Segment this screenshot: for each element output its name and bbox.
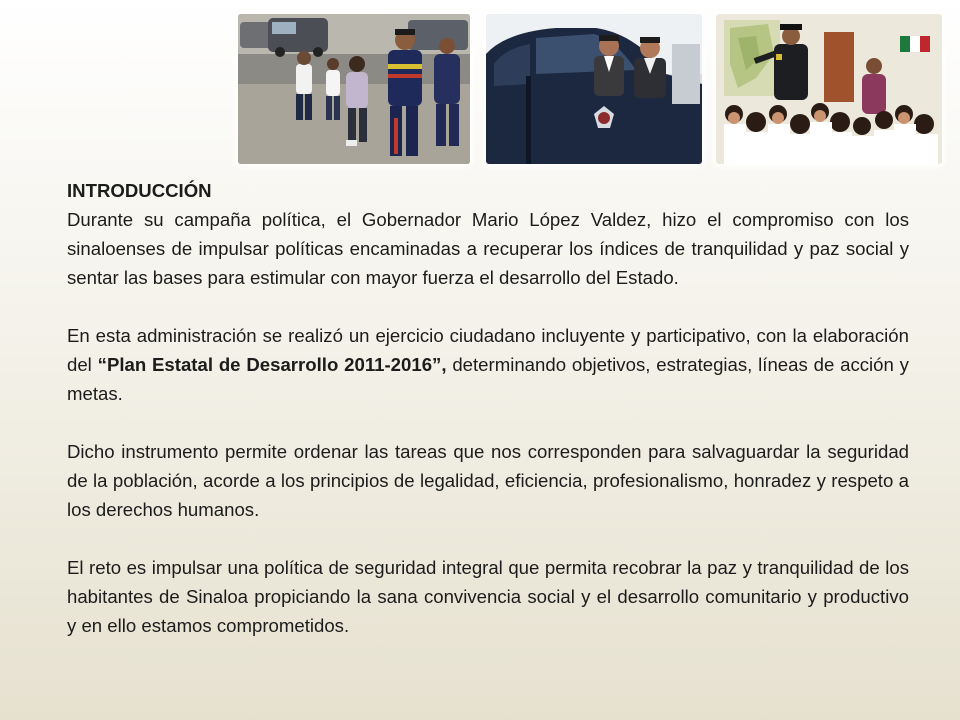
paragraph-plan-intro: En esta administración se realizó un ejercicio ciudadano incluyente y participativo, con la elaboración del bbox=[67, 325, 909, 375]
plan-title: “Plan Estatal de Desarrollo 2011-2016”, bbox=[97, 354, 447, 375]
paragraph-plan-rest: determinando objetivos, estrategias, líneas de acción y metas. bbox=[67, 354, 909, 404]
patrol-car-image bbox=[486, 14, 702, 164]
paragraph-challenge: El reto es impulsar una política de seguridad integral que permita recobrar la paz y tranquilidad de los habitantes de Sinaloa propiciando la sana convivencia social y el desarrollo comunitario y productivo y en ello estamos comprometidos. bbox=[67, 557, 909, 636]
section-heading: INTRODUCCIÓN bbox=[67, 180, 212, 201]
paragraph-plan bbox=[67, 321, 909, 408]
photo-children-walking bbox=[238, 14, 470, 164]
paragraph-campaign: Durante su campaña política, el Gobernador Mario López Valdez, hizo el compromiso con los sinaloenses de impulsar políticas encaminadas a recuperar los índices de tranquilidad y paz social y sentar las bases para estimular con mayor fuerza el desarrollo del Estado. bbox=[67, 209, 909, 288]
photo-classroom-map bbox=[716, 14, 942, 164]
introduction-section bbox=[67, 176, 909, 640]
children-walking-image bbox=[238, 14, 470, 164]
photo-patrol-car bbox=[486, 14, 702, 164]
photo-strip bbox=[234, 14, 944, 166]
paragraph-instrument: Dicho instrumento permite ordenar las tareas que nos corresponden para salvaguardar la seguridad de la población, acorde a los principios de legalidad, eficiencia, profesionalismo, honradez y respeto a los derechos humanos. bbox=[67, 441, 909, 520]
classroom-map-image bbox=[716, 14, 942, 164]
